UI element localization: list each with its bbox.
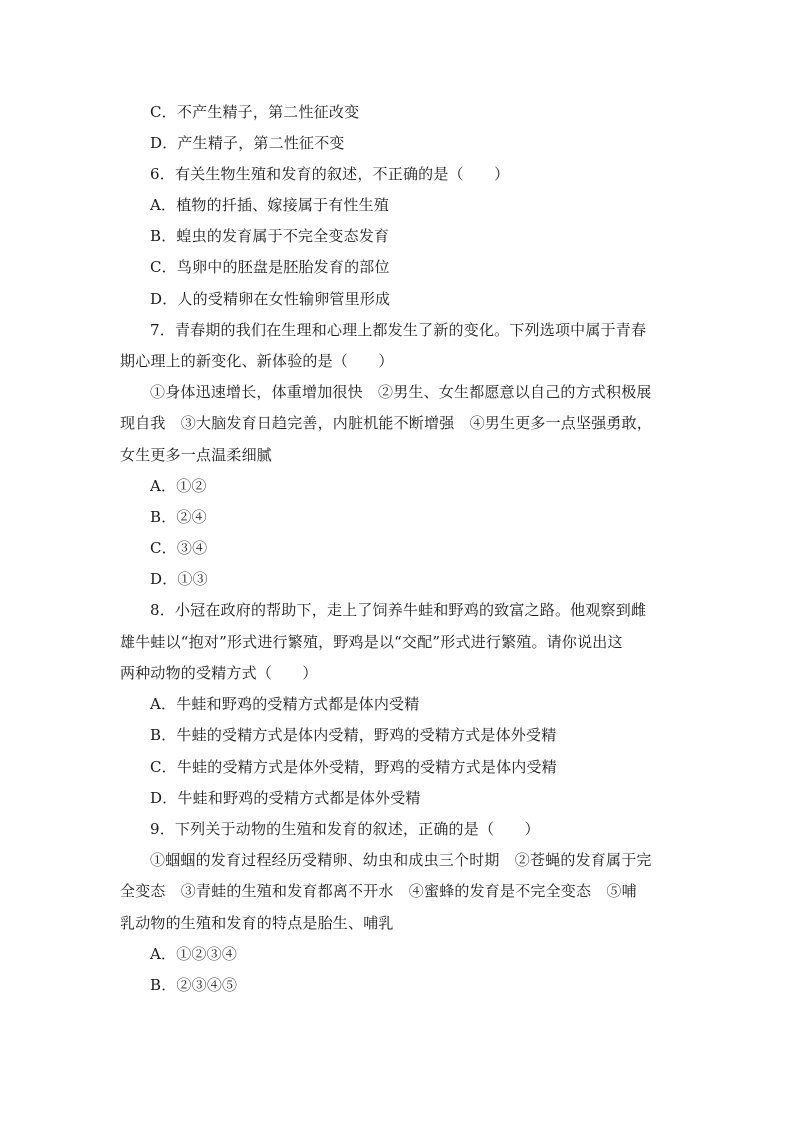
q8-stem-line3: 两种动物的受精方式（ ）	[120, 664, 318, 682]
q7-stem-line2: 期心理上的新变化、新体验的是（ ）	[120, 352, 394, 370]
q8-option-d: D．牛蛙和野鸡的受精方式都是体外受精	[150, 789, 421, 807]
q6-option-b: B．蝗虫的发育属于不完全变态发育	[150, 227, 390, 245]
q8-stem-line1: 8．小冠在政府的帮助下，走上了饲养牛蛙和野鸡的致富之路。他观察到雌	[150, 601, 647, 619]
q5-option-c: C．不产生精子，第二性征改变	[150, 103, 360, 121]
q8-option-a: A．牛蛙和野鸡的受精方式都是体内受精	[150, 695, 420, 713]
q8-option-c: C．牛蛙的受精方式是体外受精，野鸡的受精方式是体内受精	[150, 758, 557, 776]
q7-stem-line1: 7．青春期的我们在生理和心理上都发生了新的变化。下列选项中属于青春	[150, 321, 647, 339]
q7-items-line1: ①身体迅速增长，体重增加很快 ②男生、女生都愿意以自己的方式积极展	[150, 383, 652, 401]
q7-option-a: A．①②	[150, 477, 207, 495]
q6-option-d: D．人的受精卵在女性输卵管里形成	[150, 290, 391, 308]
q7-option-b: B．②④	[150, 508, 207, 526]
q9-option-b: B．②③④⑤	[150, 976, 238, 994]
q6-stem: 6．有关生物生殖和发育的叙述，不正确的是（ ）	[150, 165, 510, 183]
q5-option-d: D．产生精子，第二性征不变	[150, 134, 345, 152]
q9-option-a: A．①②③④	[150, 945, 238, 963]
q6-option-c: C．鸟卵中的胚盘是胚胎发育的部位	[150, 258, 390, 276]
q8-stem-line2: 雄牛蛙以“抱对”形式进行繁殖，野鸡是以“交配”形式进行繁殖。请你说出这	[120, 633, 623, 651]
q7-option-d: D．①③	[150, 570, 208, 588]
q9-items-line3: 乳动物的生殖和发育的特点是胎生、哺乳	[120, 914, 394, 932]
q7-option-c: C．③④	[150, 539, 208, 557]
q9-items-line2: 全变态 ③青蛙的生殖和发育都离不开水 ④蜜蜂的发育是不完全变态 ⑤哺	[120, 882, 637, 900]
q7-items-line3: 女生更多一点温柔细腻	[120, 446, 273, 464]
q9-items-line1: ①蝈蝈的发育过程经历受精卵、幼虫和成虫三个时期 ②苍蝇的发育属于完	[150, 851, 652, 869]
q6-option-a: A．植物的扦插、嫁接属于有性生殖	[150, 196, 390, 214]
q7-items-line2: 现自我 ③大脑发育日趋完善，内脏机能不断增强 ④男生更多一点坚强勇敢，	[120, 414, 653, 432]
q8-option-b: B．牛蛙的受精方式是体内受精，野鸡的受精方式是体外受精	[150, 726, 557, 744]
q9-stem: 9．下列关于动物的生殖和发育的叙述，正确的是（ ）	[150, 820, 540, 838]
